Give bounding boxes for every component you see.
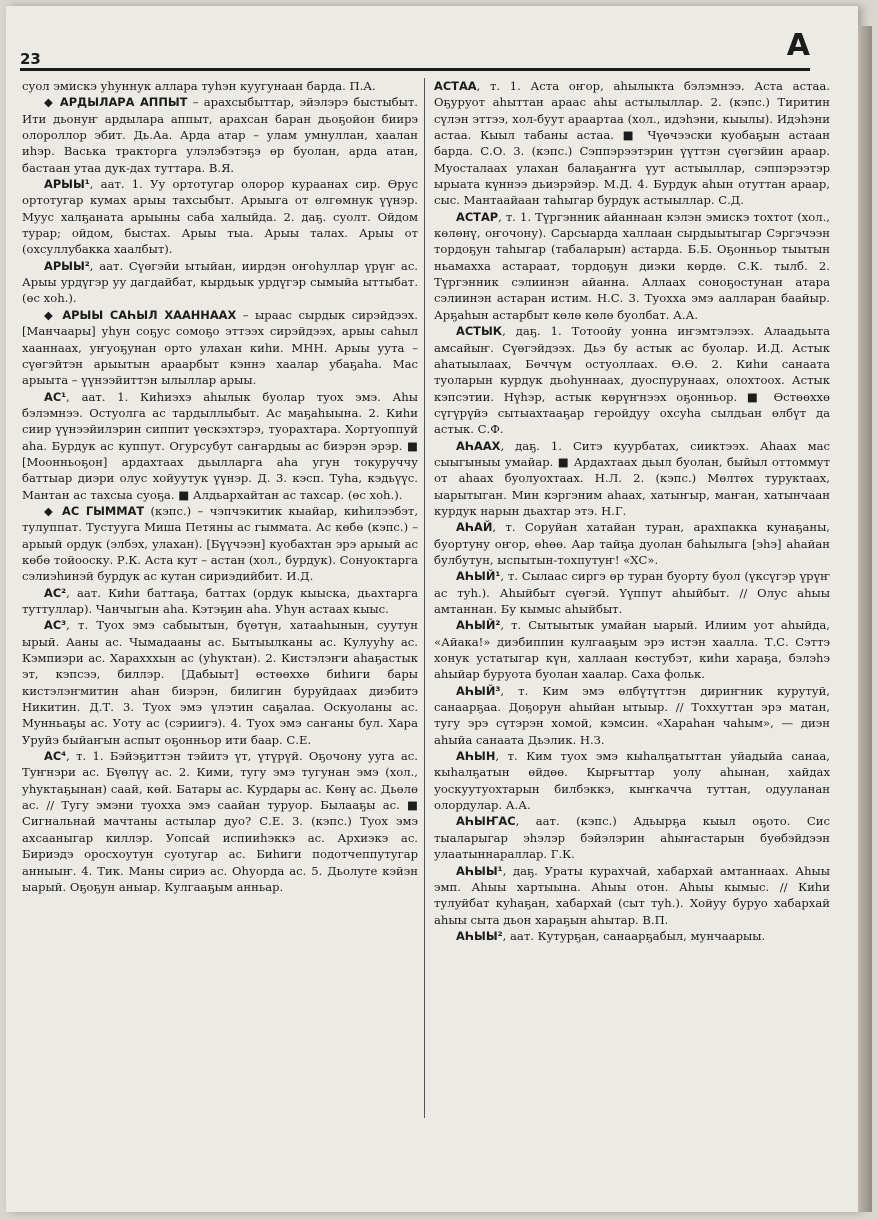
- entry-definition: – арахсыбыттар, эйэлэрэ быстыбыт. Ити дьонуҥ ардылара аппыт, арахсан баран дьоҕойон биирэ олороллор эбит. Дь.Аа. Арда атар – улам умнуллан, хаалан иһэр. Васька тракторга улэлэбэтэҕэ өр буолан, арда атан, бастаан утаа дук-дах туттара. В.Я.: [22, 95, 418, 175]
- entry-headword: АҺЫЙ³: [456, 683, 501, 698]
- entry-definition: , т. Туох эмэ сабыытын, бүөтүн, хатааһынын, суутун ырый. Ааны ас. Чымадааны ас. Бытыылканы ас. Кулууһу ас. Кэмпиэри ас. Харахххын ас (уһуктан). 2. Кистэлэҥи аһаҕастык эт, кэпсээ, биллэр. [Дабыыт] өстөөххө биһиги бары кистэлэҥмитин аһан биэрэн, билигин буруйдаах диэбитэ Никитин. Д.Т. 3. Туох эмэ үлэтин саҕалаа. Оскуоланы ас. Мунньаҕы ас. Уоту ас (сэриигэ). 4. Туох эмэ саҥаны бул. Хара Уруйэ быйаҥын аспыт оҕонньор ити баар. С.Е.: [22, 618, 418, 747]
- dictionary-entry: [434, 748, 830, 813]
- entry-headword: ◆ АРДЫЛАРА АППЫТ: [44, 95, 188, 110]
- entry-definition: , т. 1. Аста оҥор, аһылыкта бэлэмнээ. Аста астаа. Оҕуруот аһыттан араас аһы астылыллар. 2. (кэпс.) Тиритин сүлэн эттээ, хол-буут араартаа (хол., идэһэни, кыылы). Идэһэни астаа. Кыыл табаны астаа. ■ Чүөчээски куобаҕын астаан барда. С.О. 3. (кэпс.) Сэппэрээтэрин үүттэн сүөгэйин араар. Муосталаах улахан балаҕаҥҥа үут астыыллар, сэппэрээтэр ырыата күннээ дьиэрэйэр. М.Д. 4. Бурдук аһын отуттан араар, сыс. Мантаайаан таһыгар бурдук астыыллар. С.Д.: [434, 79, 830, 208]
- entry-definition: , т. 1. Бэйэҕиттэн тэйитэ үт, үтүрүй. Оҕочону ууга ас. Туҥнэри ас. Бүөлүү ас. 2. Кими, тугу эмэ тугунан эмэ (хол., уһуктаҕынан) саай, көй. Батары ас. Курдары ас. Көнү ас. Дьөлө ас. // Тугу эмэни туохха эмэ саайан туруор. Былааҕы ас. ■ Сигнальнай мачтаны астылар дуо? С.Е. 3. (кэпс.) Туох эмэ ахсааныгар киллэр. Уопсай испииһэккэ ас. Архиэкэ ас. Бириэдэ оросхоутун суотугар ас. Биһиги подотчеппутугар анныыҥ. 4. Тик. Маны сириэ ас. Оһуорда ас. 5. Дьолуте кэйэн ыарый. Оҕоҕун аныар. Кулгааҕым анньар.: [22, 749, 418, 894]
- entry-headword: АС²: [44, 585, 67, 600]
- dictionary-entry: [434, 617, 830, 682]
- entry-headword: АСТАР: [456, 209, 499, 224]
- dictionary-entry: [22, 617, 418, 748]
- section-letter: А: [786, 28, 810, 63]
- dictionary-entry: [434, 683, 830, 748]
- dictionary-entry: [22, 176, 418, 258]
- entry-definition: , даҕ. 1. Тотоойу уонна иҥэмтэлээх. Алаадьыта амсайыҥ. Сүөгэйдээх. Дьэ бу астык ас буолар. И.Д. Астык аһатыылаах, Бөччүм остуоллаах. Ө.Ө. 2. Киһи санаата туоларын курдук дьоһуннаах, дуоспурунаах, олохтоох. Астык кэпсэтии. Нүһэр, астык көрүҥнээх оҕонньор. ■ Өстөөххө сүгүрүйэ сытыахтааҕар геройдуу охсуһа сылдьан өлбүт да астык. С.Ф.: [434, 324, 830, 437]
- entry-definition: , т. Сытыытык умайан ыарый. Илиим уот аһыйда, «Айака!» диэбиппин кулгааҕым эрэ истэн хаалла. Т.С. Сэттэ хонук устатыгар күн, халлаан көстубэт, киһи хараҕа, бэлэһэ аһыйар буруота буолан хаалар. Саха фольк.: [434, 618, 830, 682]
- entry-headword: АС¹: [44, 389, 67, 404]
- dictionary-entry: [434, 438, 830, 520]
- left-column: [22, 78, 418, 1198]
- entry-definition: , т. Соруйан хатайан туран, арахпакка кунаҕаны, буортуну оҥор, өһөө. Аар тайҕа дуолан баһылыга [эһэ] аһайан булбутун, ыспытын-тохпутуҥ! «ХС».: [434, 520, 830, 567]
- entry-definition: (кэпс.) – чэпчэкитик кыайар, киһилээбэт, тулуппат. Тустууга Миша Петяны ас гыммата. Ас көбө (кэпс.) – арыый ордук (элбэх, улахан). [Бүүчээн] куобахтан эрэ арыый ас көбө тойооску. Р.К. Аста кут – астан (хол., бурдук). Сонуоктарга сэлиэһинэй бурдук ас кутан сириэдийбит. И.Д.: [22, 503, 418, 584]
- entry-definition: , т. Сылаас сиргэ өр туран буорту буол (үксүгэр үрүҥ ас туһ.). Аһыйбыт сүөгэй. Үүппут аһыйбыт. // Олус аһыы амтаннан. Бу кымыс аһыйбыт.: [434, 569, 830, 616]
- entry-headword: АС³: [44, 618, 67, 633]
- dictionary-entry: [22, 94, 418, 176]
- dictionary-entry: [22, 258, 418, 307]
- text-columns: [22, 78, 828, 1198]
- entry-definition: суол эмискэ уһуннук аллара туһэн куугунаан барда. П.А.: [22, 79, 376, 93]
- dictionary-entry: [22, 389, 418, 503]
- entry-headword: АҺЫЫ²: [456, 928, 503, 943]
- entry-headword: ◆ АС ГЫММАТ: [44, 503, 145, 518]
- dictionary-page: [6, 6, 858, 1212]
- dictionary-entry: [434, 813, 830, 862]
- entry-headword: АҺЫН: [456, 749, 496, 764]
- entry-definition: , т. Ким эмэ өлбүтүттэн дириҥник курутуй, санаарҕаа. Доҕорун аһыйан ытыыр. // Тоххуттан эрэ матан, тугу эрэ сүтэрэн хомой, кэмсин. «Хараһан чаһым», — диэн аһыйа санаата Дьэлик. Н.З.: [434, 683, 830, 747]
- entry-headword: АСТЫК: [456, 324, 503, 339]
- entry-headword: АҺЫҤАС: [456, 814, 516, 829]
- right-column: [434, 78, 830, 1198]
- entry-headword: АҺААХ: [456, 438, 501, 453]
- dictionary-entry: [434, 209, 830, 323]
- entry-headword: АҺЫЙ¹: [456, 569, 501, 584]
- dictionary-entry: [22, 503, 418, 585]
- dictionary-entry: [434, 519, 830, 568]
- column-divider: [424, 78, 425, 1118]
- entry-headword: АС⁴: [44, 749, 67, 764]
- entry-definition: , аат. 1. Киһиэхэ аһылык буолар туох эмэ. Аһы бэлэмнээ. Остуолга ас тардыллыбыт. Ас маҕаһыына. 2. Киһи сиир үүнээйилэрин сиппит үөскэхтэрэ, туорахтара. Хортуоппуй аһа. Бурдук ас куппут. Огурсубут саҥардыы ас биэрэн эрэр. ■ [Моонньоҕон] ардахтаах дьылларга аһа угун токуруччу баттыар диэри олус хойуутук үүнэр. Д. 3. кэсп. Туһа, кэдьүүс. Мантан ас тахсыа суоҕа. ■ Алдьархайтан ас тахсар. (өс хоһ.).: [22, 389, 418, 502]
- dictionary-entry: [434, 568, 830, 617]
- entry-headword: АҺАЙ: [456, 520, 493, 535]
- header-rule: [20, 68, 810, 71]
- dictionary-entry: [22, 78, 418, 94]
- dictionary-entry: [434, 78, 830, 209]
- entry-definition: , т. 1. Түргэнник айаннаан кэлэн эмискэ тохтот (хол., көлөнү, оҥочону). Сарсыарда халлаан сырдыытыгар Сэргэчээн тордоҕун таһыгар (табаларын) астарда. Б.Б. Оҕонньор тыытын ньамахха астараат, тордоҕун диэки көрдө. С.К. тылб. 2. Түргэнник сэлиинэн айанна. Аллаах соноҕостунан атара сэлиинэн астаран истим. Н.С. 3. Туохха эмэ аалларан баайыр. Арҕаһын астарбыт көлө көлө буолбат. А.А.: [434, 209, 830, 322]
- dictionary-entry: [22, 748, 418, 895]
- entry-headword: ◆ АРЫЫ САҺЫЛ ХААННААХ: [44, 307, 237, 322]
- entry-headword: АҺЫЙ²: [456, 618, 501, 633]
- entry-headword: АҺЫЫ¹: [456, 863, 503, 878]
- entry-headword: АРЫЫ²: [44, 258, 90, 273]
- entry-definition: , даҕ. Ураты курахчай, хабархай амтаннаах. Аһыы эмп. Аһыы хартыына. Аһыы отон. Аһыы кымыс. // Киһи тулуйбат куһаҕан, хабархай (сыт туһ.). Хойуу буруо хабархай аһыы сыта дьон хараҕын аһытар. В.П.: [434, 863, 830, 927]
- entry-definition: , даҕ. 1. Ситэ куурбатах, сииктээх. Аһаах мас сыыгыныы умайар. ■ Ардахтаах дьыл буолан, быйыл оттоммут от аһаах буолуохтаах. Н.Л. 2. (кэпс.) Мөлтөх туруктаах, ыарытыган. Мин кэргэним аһаах, хатыҥыр, маҥан, хатынчаан курдук нарын дьахтар этэ. Н.Г.: [434, 438, 830, 518]
- entry-definition: , аат. 1. Уу ортотугар олорор кураанах сир. Өрус ортотугар кумах арыы тахсыбыт. Арыыга от өлгөмнук үүнэр. Муус халҕаната арыыны саба халыйда. 2. даҕ. суолт. Ойдом турар; ойдом, быстах. Арыы тыа. Арыы талах. Арыы от (охсуллубакка хаалбыт).: [22, 177, 418, 257]
- dictionary-entry: [22, 307, 418, 389]
- dictionary-entry: [434, 323, 830, 437]
- page-number: 23: [20, 50, 41, 68]
- dictionary-entry: [434, 928, 830, 944]
- entry-definition: , аат. Кутурҕан, санаарҕабыл, мунчаарыы.: [502, 928, 766, 943]
- entry-definition: , аат. Киһи баттаҕа, баттах (ордук кыыска, дьахтарга туттуллар). Чанчыгын аһа. Кэтэҕин аһа. Уһун астаах кыыс.: [22, 585, 418, 616]
- entry-definition: , аат. Сүөгэйи ытыйан, иирдэн оҥоһуллар үрүҥ ас. Арыы урдүгэр уу дагдайбат, кырдьык урдүгэр сымыйа ыттыбат. (өс хоһ.).: [22, 258, 418, 306]
- entry-headword: АСТАА: [434, 79, 477, 93]
- entry-definition: , т. Ким туох эмэ кыһалҕатыттан уйадыйа санаа, кыһалҕатын өйдөө. Кырғыттар уолу аһынан, хайдах уоскуутуохтарын билбэккэ, кыҥкачча туттан, одууланан олордулар. А.А.: [434, 749, 830, 813]
- dictionary-entry: [22, 585, 418, 618]
- entry-definition: – ыраас сырдык сирэйдээх. [Манчаары] уһун соҕус сомоҕо эттээх сирэйдээх, арыы саһыл хааннаах, уҥуоҕунан орто улахан киһи. МНН. Арыы уута – сүөгэйтэн арыытын араарбыт кэннэ хаалар убаҕаһа. Мас арыыта – үүнээйиттэн ылыллар арыы.: [22, 307, 418, 388]
- entry-headword: АРЫЫ¹: [44, 177, 90, 192]
- page-header: [20, 28, 810, 70]
- dictionary-entry: [434, 863, 830, 928]
- entry-definition: , аат. (кэпс.) Адьырҕа кыыл оҕото. Сис тыаларыгар эһэлэр бэйэлэрин аһыҥастарын буөбэйдээн улаатыннараллар. Г.К.: [434, 814, 830, 862]
